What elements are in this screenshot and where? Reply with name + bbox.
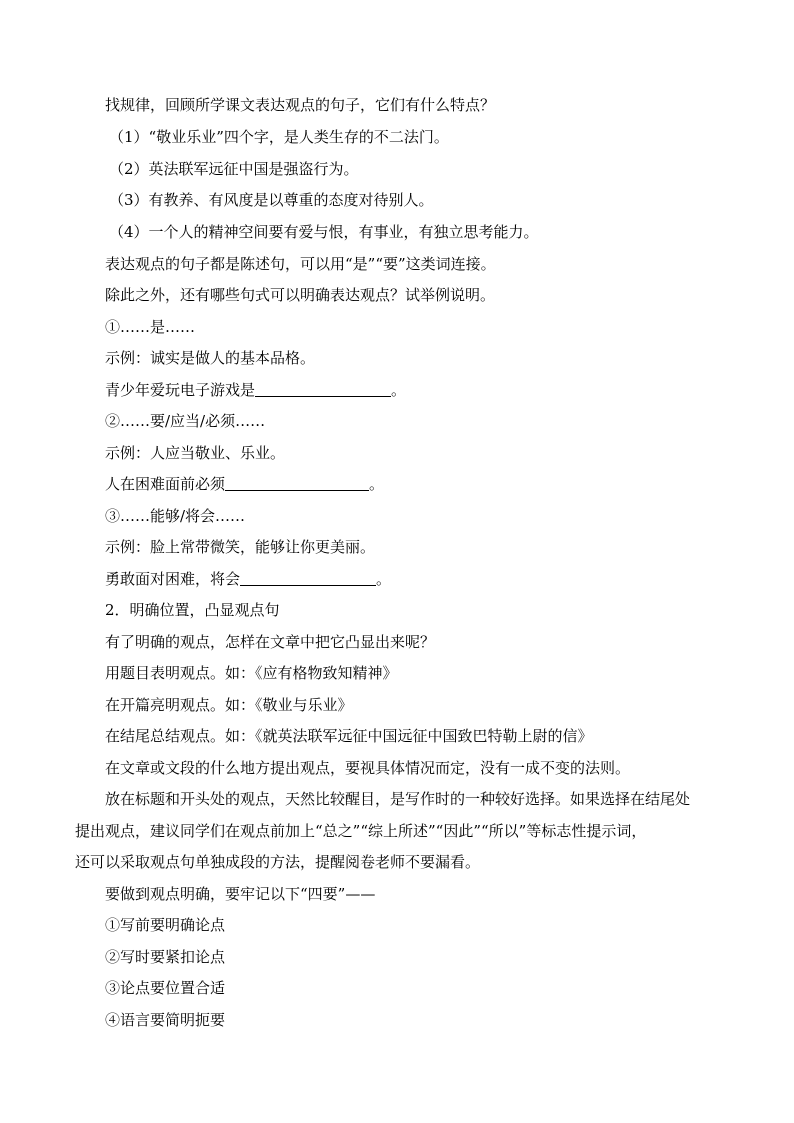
text-line: （4）一个人的精神空间要有爱与恨，有事业，有独立思考能力。	[109, 223, 539, 241]
text-line: 在开篇亮明观点。如：《敬业与乐业》	[105, 696, 353, 714]
text-line: 在文章或文段的什么地方提出观点，要视具体情况而定，没有一成不变的法则。	[105, 759, 631, 777]
fill-prefix: 青少年爱玩电子游戏是	[105, 381, 256, 399]
fill-suffix: 。	[376, 570, 392, 588]
text-line: 用题目表明观点。如：《应有格物致知精神》	[105, 664, 398, 682]
text-line: 要做到观点明确，要牢记以下“四要”——	[105, 885, 376, 903]
list-item: ③论点要位置合适	[105, 979, 226, 997]
text-line: （3）有教养、有风度是以尊重的态度对待别人。	[109, 191, 434, 209]
fill-in-line	[105, 569, 391, 589]
list-item: ①写前要明确论点	[105, 916, 226, 934]
section-heading: 2．明确位置，凸显观点句	[105, 601, 280, 619]
fill-in-line	[105, 380, 406, 400]
list-item: ②写时要紧扣论点	[105, 948, 226, 966]
answer-blank[interactable]	[225, 475, 369, 491]
text-line: 示例：诚实是做人的基本品格。	[105, 349, 316, 367]
text-line: 示例：脸上常带微笑，能够让你更美丽。	[105, 538, 376, 556]
fill-prefix: 勇敢面对困难，将会	[105, 570, 241, 588]
text-line: 除此之外，还有哪些句式可以明确表达观点？试举例说明。	[105, 286, 496, 304]
text-line: 表达观点的句子都是陈述句，可以用“是”“要”这类词连接。	[105, 255, 496, 273]
text-line: （2）英法联军远征中国是强盗行为。	[109, 160, 359, 178]
text-line: ③……能够/将会……	[105, 507, 246, 525]
answer-blank[interactable]	[255, 381, 391, 397]
answer-blank[interactable]	[240, 570, 376, 586]
text-line: （1）“敬业乐业”四个字，是人类生存的不二法门。	[109, 128, 449, 146]
text-line: 提出观点，建议同学们在观点前加上“总之”“综上所述”“因此”“所以”等标志性提示词，	[75, 822, 647, 840]
fill-in-line	[105, 474, 384, 494]
text-line: 还可以采取观点句单独成段的方法，提醒阅卷老师不要漏看。	[75, 853, 481, 871]
fill-suffix: 。	[369, 475, 385, 493]
text-line: 有了明确的观点，怎样在文章中把它凸显出来呢？	[105, 633, 436, 651]
text-line: 示例：人应当敬业、乐业。	[105, 444, 286, 462]
text-line: 放在标题和开头处的观点，天然比较醒目，是写作时的一种较好选择。如果选择在结尾处	[105, 790, 691, 808]
fill-prefix: 人在困难面前必须	[105, 475, 226, 493]
text-line: ②……要/应当/必须……	[105, 412, 266, 430]
text-line: 在结尾总结观点。如：《就英法联军远征中国远征中国致巴特勒上尉的信》	[105, 727, 593, 745]
fill-suffix: 。	[391, 381, 407, 399]
text-line: ①……是……	[105, 318, 196, 336]
text-line: 找规律，回顾所学课文表达观点的句子，它们有什么特点？	[105, 96, 496, 114]
list-item: ④语言要简明扼要	[105, 1011, 226, 1029]
